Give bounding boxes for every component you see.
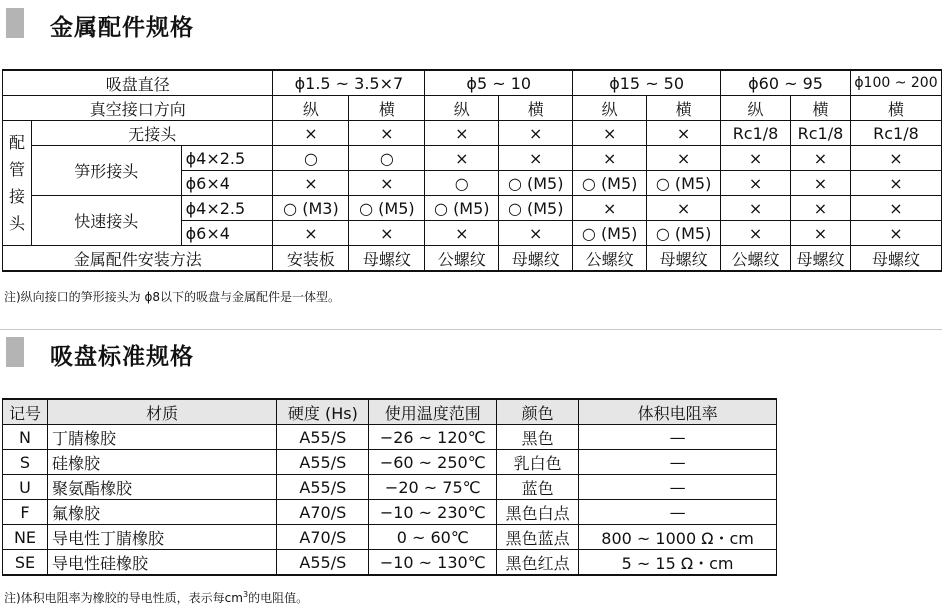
size-label: ϕ6×4: [181, 221, 273, 246]
table-cell: ×: [499, 121, 573, 146]
table-cell: ○ (M5): [499, 196, 573, 221]
section-divider: [0, 329, 942, 330]
direction-col: 纵: [721, 96, 791, 121]
table-cell: N: [3, 425, 48, 450]
table-cell: S: [3, 450, 48, 475]
table-cell: Rc1/8: [721, 121, 791, 146]
table-cell: 聚氨酯橡胶: [47, 475, 276, 500]
table-cell: A70/S: [277, 525, 369, 550]
table-cell: 黑色红点: [497, 550, 579, 576]
table-cell: 公螺纹: [425, 246, 499, 272]
size-label: ϕ6×4: [181, 171, 273, 196]
header-row-diameter: [3, 70, 942, 96]
note-volume-resistivity: [4, 589, 308, 606]
column-header: 记号: [3, 399, 48, 425]
table-cell: ×: [721, 221, 791, 246]
diameter-col: ϕ60 ~ 95: [721, 70, 851, 96]
table-cell: 母螺纹: [850, 246, 941, 272]
note-metal-fittings: 注)纵向接口的笋形接头为 ϕ8以下的吸盘与金属配件是一体型。: [4, 290, 341, 304]
section-title-cup-specs: 吸盘标准规格: [50, 344, 194, 370]
metal-fittings-table: [2, 69, 942, 272]
table-cell: ○ (M5): [573, 171, 647, 196]
table-cell: A70/S: [277, 500, 369, 525]
table-cell: ○ (M5): [425, 196, 499, 221]
row-label: 金属配件安装方法: [3, 246, 273, 272]
row-label: 无接头: [31, 121, 273, 146]
table-cell: ○: [273, 146, 349, 171]
table-row-no-joint: [3, 121, 942, 146]
table-cell: A55/S: [277, 450, 369, 475]
table-cell: ×: [790, 221, 850, 246]
table-cell: ×: [721, 146, 791, 171]
table-cell: 800 ~ 1000 Ω・cm: [579, 525, 777, 550]
table-cell: ×: [647, 196, 721, 221]
table-cell: 母螺纹: [499, 246, 573, 272]
table-cell: ×: [647, 121, 721, 146]
direction-col: 横: [499, 96, 573, 121]
table-cell: 导电性丁腈橡胶: [47, 525, 276, 550]
table-cell: 乳白色: [497, 450, 579, 475]
direction-col: 纵: [273, 96, 349, 121]
direction-col: 横: [349, 96, 425, 121]
table-cell: ○ (M5): [349, 196, 425, 221]
table-cell: −26 ~ 120℃: [369, 425, 497, 450]
diameter-col: ϕ100 ~ 200: [850, 70, 941, 96]
table-cell: 安装板: [273, 246, 349, 272]
section-marker: [6, 8, 24, 38]
row-label: 快速接头: [31, 196, 181, 246]
side-label-char: 接: [8, 187, 25, 206]
table-cell: −60 ~ 250℃: [369, 450, 497, 475]
table-cell: ×: [425, 121, 499, 146]
table-cell: ○ (M5): [573, 221, 647, 246]
table-cell: ×: [850, 221, 941, 246]
table-cell: ×: [273, 121, 349, 146]
table-cell: ○ (M5): [499, 171, 573, 196]
table-cell: —: [579, 500, 777, 525]
table-cell: Rc1/8: [790, 121, 850, 146]
side-label-char: 配: [8, 133, 25, 152]
table-cell: ×: [850, 196, 941, 221]
table-cell: ×: [850, 146, 941, 171]
table-cell: −20 ~ 75℃: [369, 475, 497, 500]
note-text: 注)体积电阻率为橡胶的导电性质，表示每cm: [4, 591, 243, 605]
table-row: [3, 475, 777, 500]
diameter-col: ϕ15 ~ 50: [573, 70, 721, 96]
table-cell: Rc1/8: [850, 121, 941, 146]
table-cell: 丁腈橡胶: [47, 425, 276, 450]
table-cell: −10 ~ 130℃: [369, 550, 497, 576]
table-cell: ×: [573, 121, 647, 146]
diameter-header: 吸盘直径: [3, 70, 273, 96]
table-cell: ○: [349, 146, 425, 171]
column-header: 材质: [47, 399, 276, 425]
table-cell: SE: [3, 550, 48, 576]
table-cell: 蓝色: [497, 475, 579, 500]
table-cell: ×: [647, 146, 721, 171]
table-cell: 硅橡胶: [47, 450, 276, 475]
table-cell: —: [579, 475, 777, 500]
table-cell: ×: [273, 171, 349, 196]
table-row: [3, 550, 777, 576]
table-cell: —: [579, 425, 777, 450]
table-cell: 5 ~ 15 Ω・cm: [579, 550, 777, 576]
diameter-col: ϕ1.5 ~ 3.5×7: [273, 70, 425, 96]
table-cell: ×: [790, 146, 850, 171]
table-cell: ×: [790, 196, 850, 221]
table-cell: ×: [573, 146, 647, 171]
table-row: [3, 425, 777, 450]
table-cell: ×: [425, 146, 499, 171]
table-row: [3, 500, 777, 525]
table-row-quick-1: [3, 196, 942, 221]
table-cell: 母螺纹: [790, 246, 850, 272]
direction-header: 真空接口方向: [3, 96, 273, 121]
row-label: 笋形接头: [31, 146, 181, 196]
table-cell: ×: [425, 221, 499, 246]
table-cell: 母螺纹: [647, 246, 721, 272]
table-cell: ×: [349, 221, 425, 246]
side-label-piping: [3, 121, 32, 246]
section-title-metal-fittings: 金属配件规格: [50, 15, 194, 41]
note-text: 的电阻值。: [248, 591, 309, 605]
table-cell: −10 ~ 230℃: [369, 500, 497, 525]
direction-col: 横: [647, 96, 721, 121]
direction-col: 横: [850, 96, 941, 121]
table-row-install: [3, 246, 942, 272]
table-cell: ×: [721, 196, 791, 221]
table-cell: ○ (M5): [647, 221, 721, 246]
side-label-char: 管: [8, 160, 25, 179]
table-cell: 导电性硅橡胶: [47, 550, 276, 576]
table-cell: 公螺纹: [721, 246, 791, 272]
header-row: [3, 399, 777, 425]
diameter-col: ϕ5 ~ 10: [425, 70, 573, 96]
column-header: 体积电阻率: [579, 399, 777, 425]
table-cell: U: [3, 475, 48, 500]
table-cell: ×: [573, 196, 647, 221]
table-cell: ×: [349, 121, 425, 146]
section-marker: [6, 337, 24, 367]
table-cell: 0 ~ 60℃: [369, 525, 497, 550]
table-cell: ○ (M5): [647, 171, 721, 196]
table-cell: ×: [790, 171, 850, 196]
column-header: 硬度 (Hs): [277, 399, 369, 425]
table-cell: —: [579, 450, 777, 475]
direction-col: 纵: [573, 96, 647, 121]
size-label: ϕ4×2.5: [181, 146, 273, 171]
table-cell: 黑色: [497, 425, 579, 450]
table-cell: ×: [721, 171, 791, 196]
direction-col: 纵: [425, 96, 499, 121]
table-cell: 公螺纹: [573, 246, 647, 272]
table-cell: 黑色白点: [497, 500, 579, 525]
table-cell: NE: [3, 525, 48, 550]
table-cell: A55/S: [277, 550, 369, 576]
table-cell: ×: [850, 171, 941, 196]
header-row-direction: [3, 96, 942, 121]
table-row-barb-1: [3, 146, 942, 171]
column-header: 使用温度范围: [369, 399, 497, 425]
table-cell: 母螺纹: [349, 246, 425, 272]
table-cell: ×: [499, 221, 573, 246]
table-cell: ○ (M3): [273, 196, 349, 221]
table-cell: 黑色蓝点: [497, 525, 579, 550]
direction-col: 横: [790, 96, 850, 121]
note-superscript: 3: [242, 590, 249, 599]
table-cell: ×: [349, 171, 425, 196]
table-cell: 氟橡胶: [47, 500, 276, 525]
table-cell: A55/S: [277, 475, 369, 500]
table-cell: ×: [273, 221, 349, 246]
column-header: 颜色: [497, 399, 579, 425]
cup-specs-table: [2, 398, 777, 576]
table-cell: ×: [499, 146, 573, 171]
table-row: [3, 450, 777, 475]
table-row: [3, 525, 777, 550]
side-label-char: 头: [8, 214, 25, 233]
table-cell: F: [3, 500, 48, 525]
table-cell: ○: [425, 171, 499, 196]
table-cell: A55/S: [277, 425, 369, 450]
size-label: ϕ4×2.5: [181, 196, 273, 221]
